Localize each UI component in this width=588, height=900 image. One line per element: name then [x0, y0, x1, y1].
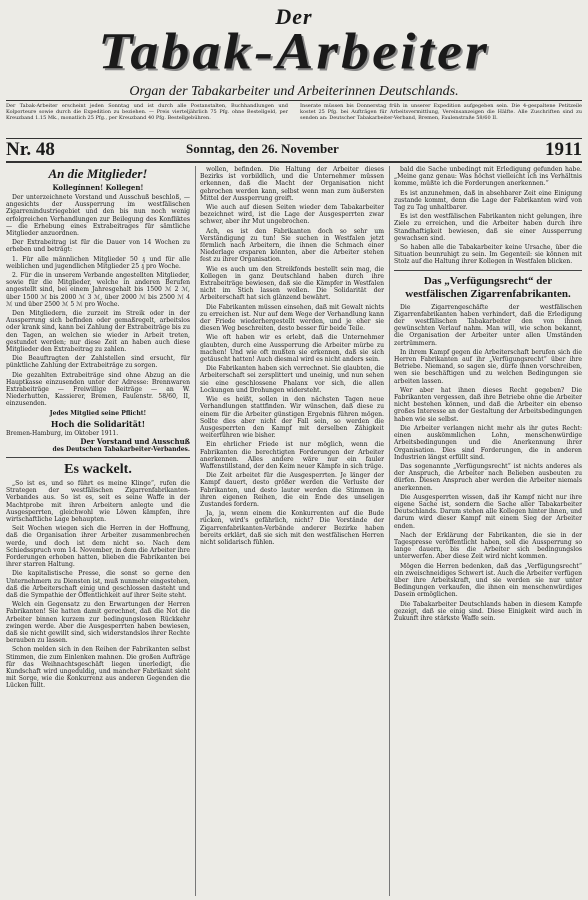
issue-bar — [6, 139, 582, 159]
signature: Der Vorstand und Ausschuß — [80, 436, 190, 446]
paragraph: Es ist den westfälischen Fabrikanten nicht gelungen, ihre Ziele zu erreichen, und die Arbeiter haben durch ihre Standhaftigkeit bewiesen, daß sie einer Aussperrung gewachsen sind. — [394, 213, 582, 242]
paragraph: Den Mitgliedern, die zurzeit im Streik oder in der Aussperrung sich befinden oder gemaßregelt, arbeitslos oder krank sind, kann bei Zahlung der Extrabeiträge bis zu den Tagen, an welchen sie wieder in Arbeit treten, gestundet werden; nur diese Zeit an haben auch diese Mitglieder den Extrabeitrag zu zahlen. — [6, 310, 190, 354]
masthead-subtitle: Organ der Tabakarbeiter und Arbeiterinnen Deutschlands. — [129, 84, 459, 99]
paragraph: Es ist anzunehmen, daß in absehbarer Zeit eine Einigung zustande kommt, denn die Lage der Fabrikanten wird von Tag zu Tag unhaltbarer. — [394, 189, 582, 212]
issue-number: Nr. 48 — [6, 139, 55, 160]
paragraph: Wie es auch um den Streikfonds bestellt sein mag, die Kollegen in ganz Deutschland haben durch ihre Extrabeiträge bewiesen, daß sie die Kämpfer in Westfalen nicht im Stich lassen wollen. Die Solidarität der Arbeiterschaft hat sich glänzend bewährt. — [200, 265, 384, 302]
paragraph: Wie auch auf diesen Seiten wieder dem Tabakarbeiter bezeichnet wird, ist die Lage der Ausgesperrten zwar schwer, aber ihr Mut ungebrochen. — [200, 204, 384, 226]
paragraph: Die kapitalistische Presse, die sonst so gerne den Unternehmern zu Diensten ist, muß nunmehr eingestehen, daß die Arbeiterschaft einig und geschlossen dasteht und daß die Sympathie der Öffentlichkeit auf ihrer Seite steht. — [6, 570, 190, 599]
signoff-date: Bremen-Hamburg, im Oktober 1911. — [6, 429, 119, 437]
paragraph: So haben alle die Tabakarbeiter keine Ursache, über die Situation beunruhigt zu sein. Im Gegenteil: sie können mit Stolz auf die Haltung ihrer Kollegen in Westfalen blicken. — [394, 244, 582, 266]
paragraph: Die gezahlten Extrabeiträge sind ohne Abzug an die Hauptkasse einzusenden unter der Adresse: Brennwaren Extrabeiträge — Freiwillige Beiträge — an W. Niederhutten, Kassierer, Bremen, Faulenstr. 58/60, II, einzusenden. — [6, 371, 190, 408]
info-right: Inserate müssen bis Donnerstag früh in unserer Expedition aufgegeben sein. Die 4-gespaltene Petitzeile kostet 25 Pfg. bei Aufträgen für Arbeitsvermittlung, Vereinsanzeigen die Hälfte. Alle Zuschriften sind zu senden an: Deutscher Tabakarbeiter-Verband, Bremen, Faulenstraße 58/60 II. — [300, 103, 582, 121]
paragraph: „So ist es, und so führt es meine Klinge“, rufen die Strategen der westfälischen Zigarrenfabrikanten-Verbandes aus. So ist es, seit es seine Waffe in der Machtprobe mit ihren Arbeitern anlegte und die Ausgesperrten, gleichwohl wie Löwen kämpfen, ihre wirtschaftliche Lage behaupten. — [6, 479, 190, 523]
paragraph: Welch ein Gegensatz zu den Erwartungen der Herren Fabrikanten! Sie hatten damit gerechnet, daß die Not die Arbeiter binnen kurzem zur bedingungslosen Rückkehr zwingen werde. Aber die Ausgesperrten haben bewiesen, daß sie nicht gewillt sind, sich widerstandslos ihrer Rechte berauben zu lassen. — [6, 601, 190, 645]
paragraph: Die Arbeiter verlangen nicht mehr als ihr gutes Recht: einen auskömmlichen Lohn, menschenwürdige Arbeitsbedingungen und die Anerkennung ihrer Organisation. Dies sind Forderungen, die in anderen Industrien längst erfüllt sind. — [394, 424, 582, 461]
paragraph: Seit Wochen wiegen sich die Herren in der Hoffnung, daß die Organisation ihrer Arbeiter zusammenbrechen werde, und doch ist dem nicht so. Nach dem Schiedsspruch vom 14. November, in dem die Arbeiter ihre Forderungen erhoben hatten, blieben die Fabrikanten bei ihrer starren Haltung. — [6, 525, 190, 569]
paragraph: Die Zigarrengeschäfte der westfälischen Zigarrenfabrikanten haben verhindert, daß die Erledigung der westfälischen Tabakarbeiter den von ihnen gewünschten Verlauf nahm. Man will, wie schon bekannt, die Organisation der Arbeiter unter allen Umständen zertrümmern. — [394, 303, 582, 347]
divider — [6, 457, 190, 458]
slogan: Hoch die Solidarität! — [50, 418, 146, 429]
masthead — [0, 0, 588, 99]
column-1 — [6, 166, 190, 896]
publication-info — [6, 103, 582, 137]
info-left: Der Tabak-Arbeiter erscheint jeden Sonntag und ist durch alle Postanstalten, Buchhandlungen und Kolporteure sowie durch die Expedition zu beziehen. — Preis vierteljährlich 75 Pfg. ohne Bestellgeld, per Kreuzband 1.15 Mk., monatlich 25 Pfg., per Kreuzband 40 Pfg. Bestellgebühren. — [6, 103, 288, 121]
article-heading: An die Mitglieder! — [48, 166, 148, 181]
paragraph: Wie oft haben wir es erlebt, daß die Unternehmer glaubten, durch eine Aussperrung die Arbeiter mürbe zu machen! Und wie oft mußten sie erkennen, daß sie sich getäuscht hatten! Auch diesmal wird es nicht anders sein. — [200, 334, 384, 364]
paragraph: bald die Sache unbedingt mit Erledigung gefunden habe. „Meine ganz genau: Was höchst vielleicht ich ins Verhältnis komme, müßte ich die Forderungen anerkennen.“ — [394, 166, 582, 188]
paragraph: Die Beauftragten der Zahlstellen sind ersucht, für pünktliche Zahlung der Extrabeiträge zu sorgen. — [6, 355, 190, 370]
paragraph: Die Fabrikanten müssen einsehen, daß mit Gewalt nichts zu erreichen ist. Nur auf dem Wege der Verhandlung kann der Friede wiederhergestellt werden, und je eher sie diesen Weg beschreiten, desto besser für beide Teile. — [200, 303, 384, 333]
paragraph: Ach, es ist den Fabrikanten doch so sehr um Verständigung zu tun! Sie suchen in Westfalen jetzt förmlich nach Arbeitern, die ihnen die Schmach einer Niederlage ersparen könnten, aber die Arbeiter stehen fest zu ihrer Organisation. — [200, 227, 384, 264]
signature: des Deutschen Tabakarbeiter-Verbandes. — [52, 445, 190, 453]
article-heading: Das „Verfügungsrecht“ der westfälischen Zigarrenfabrikanten. — [405, 274, 571, 300]
paragraph: In ihrem Kampf gegen die Arbeiterschaft berufen sich die Herren Fabrikanten auf ihr „Verfügungsrecht“ über ihre Betriebe. Niemand, so sagen sie, dürfe ihnen vorschreiben, wen sie beschäftigen und zu welchen Bedingungen sie arbeiten lassen. — [394, 348, 582, 385]
column-3 — [394, 166, 582, 896]
divider — [6, 161, 582, 163]
paragraph: 2. Für die in unserem Verbande angestellten Mitglieder, sowie für die Mitglieder, welche in anderen Berufen angestellt sind, bei einem Jahresgehalt bis 1500 ℳ 2 ℳ, über 1500 ℳ bis 2000 ℳ 3 ℳ, über 2000 ℳ bis 2500 ℳ 4 ℳ und über 2500 ℳ 5 ℳ pro Woche. — [6, 272, 190, 308]
call-to-duty: Jedes Mitglied seine Pflicht! — [49, 409, 147, 417]
paragraph: Ja, ja, wenn einem die Konkurrenten auf die Bude rücken, wird's gefährlich, nicht? Die Vorstände der Zigarrenfabrikanten-Verbände anderer Bezirke haben bereits erklärt, daß sie sich mit den westfälischen Herren nicht solidarisch fühlen. — [200, 510, 384, 546]
paragraph: Schon melden sich in den Reihen der Fabrikanten selbst Stimmen, die zum Einlenken mahnen. Die großen Aufträge für das Weihnachtsgeschäft liegen unerledigt, die Kundschaft wird ungeduldig, und mancher Fabrikant sieht mit Sorge, wie die Konkurrenz aus anderen Gegenden die Lücken füllt. — [6, 646, 190, 690]
masthead-title: Tabak-Arbeiter — [98, 23, 490, 81]
paragraph: Wer aber hat ihnen dieses Recht gegeben? Die Fabrikanten vergessen, daß ihre Betriebe ohne die Arbeiter nicht bestehen können, und daß die Arbeiter ein ebenso großes Interesse an der Gestaltung der Arbeitsbedingungen haben wie sie selbst. — [394, 386, 582, 423]
paragraph: Nach der Erklärung der Fabrikanten, die sie in der Tagespresse veröffentlicht haben, soll die Aussperrung so lange dauern, bis die Arbeiter sich bedingungslos unterwerfen. Aber diese Zeit wird nicht kommen. — [394, 531, 582, 561]
paragraph: Das sogenannte „Verfügungsrecht“ ist nichts anderes als der Anspruch, die Arbeiter nach Belieben ausbeuten zu dürfen. Diesen Anspruch aber werden die Arbeiter niemals anerkennen. — [394, 462, 582, 492]
paragraph: Die Zeit arbeitet für die Ausgesperrten. Je länger der Kampf dauert, desto größer werden die Verluste der Fabrikanten, und desto lauter werden die Stimmen in ihren eigenen Reihen, die ein Ende des unseligen Zustandes fordern. — [200, 472, 384, 508]
paragraph: Der unterzeichnete Vorstand und Ausschuß beschloß, — angesichts der Aussperrung im westfälischen Zigarrenindustriegebiet und den bis nun noch wenig erfolgreichen Verhandlungen zur Beilegung des Konfliktes — die Erhebung eines Extrabeitrages für sämtliche Mitglieder anzuordnen. — [6, 194, 190, 238]
paragraph: 1. Für alle männlichen Mitglieder 50 ₰ und für alle weiblichen und jugendlichen Mitglieder 25 ₰ pro Woche. — [6, 255, 190, 270]
divider — [394, 270, 582, 271]
paragraph: Der Extrabeitrag ist für die Dauer von 14 Wochen zu erheben und beträgt: — [6, 239, 190, 254]
paragraph: Wie es heißt, sollen in den nächsten Tagen neue Verhandlungen stattfinden. Wir wünschen, daß diese zu einem für die Arbeiter günstigen Ergebnis führen mögen. Sollte dies aber nicht der Fall sein, so werden die Ausgesperrten den Kampf mit derselben Zähigkeit weiterführen wie bisher. — [200, 396, 384, 440]
paragraph: wollen, befinden. Die Haltung der Arbeiter dieses Bezirks ist vorbildlich, und die Unternehmer müssen erkennen, daß die Macht der Organisation nicht gebrochen werden kann, selbst wenn man zum äußersten Mittel der Aussperrung greift. — [200, 166, 384, 202]
column-divider — [195, 166, 196, 896]
issue-date: Sonntag, den 26. November — [186, 141, 339, 156]
column-divider — [389, 166, 390, 896]
issue-year: 1911 — [545, 139, 582, 160]
paragraph: Die Ausgesperrten wissen, daß ihr Kampf nicht nur ihre eigene Sache ist, sondern die Sache aller Tabakarbeiter Deutschlands. Darum stehen alle Kollegen hinter ihnen, und darum wird dieser Kampf mit einem Sieg der Arbeiter enden. — [394, 493, 582, 530]
masthead-der: Der — [275, 4, 313, 29]
divider — [6, 100, 582, 101]
paragraph: Ein ehrlicher Friede ist nur möglich, wenn die Fabrikanten die berechtigten Forderungen der Arbeiter anerkennen. Alles andere wäre nur ein fauler Waffenstillstand, der den Keim neuer Kämpfe in sich trüge. — [200, 441, 384, 470]
article-heading: Es wackelt. — [64, 461, 132, 477]
paragraph: Die Fabrikanten haben sich verrechnet. Sie glaubten, die Arbeiterschaft sei zersplittert und uneinig, und nun sehen sie eine geschlossene Phalanx vor sich, die allen Lockungen und Drohungen widersteht. — [200, 365, 384, 394]
paragraph: Die Tabakarbeiter Deutschlands haben in diesem Kampfe gezeigt, daß sie einig sind. Diese Einigkeit wird auch in Zukunft ihre stärkste Waffe sein. — [394, 600, 582, 622]
salutation: Kollegínnen! Kollegen! — [52, 183, 144, 192]
paragraph: Mögen die Herren bedenken, daß das „Verfügungsrecht“ ein zweischneidiges Schwert ist. Auch die Arbeiter verfügen über ihre Arbeitskraft, und sie werden sie nur unter Bedingungen verkaufen, die ihnen ein menschenwürdiges Dasein ermöglichen. — [394, 562, 582, 599]
column-2 — [200, 166, 384, 896]
